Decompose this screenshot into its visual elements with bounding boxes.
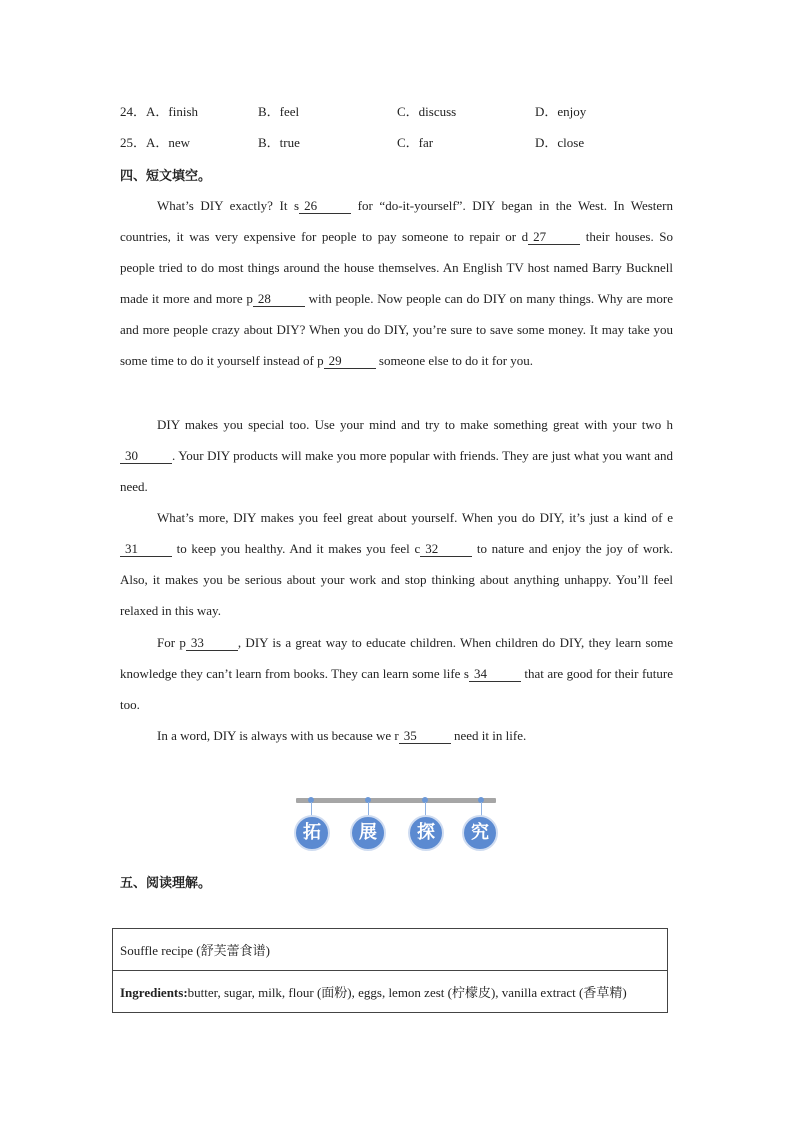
option-a: A．new (146, 135, 191, 150)
passage-text: to nature and enjoy the joy of work. Also, it makes you be serious about your work and stop thinking about anything unhappy. You’ll feel relaxed in this way. (120, 541, 673, 618)
passage-text: someone else to do it for you. (375, 353, 534, 368)
banner-stem (368, 802, 369, 816)
passage-paragraph-1 (120, 190, 673, 376)
banner-char: 究 (462, 815, 498, 851)
question-25-options (120, 133, 680, 153)
ingredients-label: Ingredients: (120, 985, 188, 1000)
option-b: B．feel (258, 104, 300, 119)
blank-29[interactable]: 29 (324, 353, 376, 369)
section-5-title: 五、阅读理解。 (120, 876, 212, 891)
passage-text: What’s DIY exactly? It s (157, 198, 300, 213)
option-b: B．true (258, 135, 300, 150)
banner-stem (481, 802, 482, 816)
question-24-options (120, 102, 680, 122)
section-4-title: 四、短文填空。 (120, 169, 212, 184)
banner-char: 展 (350, 815, 386, 851)
recipe-table (112, 928, 668, 1013)
ingredients-text: butter, sugar, milk, flour (面粉), eggs, lemon zest (柠檬皮), vanilla extract (香草精) (187, 985, 627, 1000)
passage-text: What’s more, DIY makes you feel great about yourself. When you do DIY, it’s just a kind of e (157, 510, 673, 525)
blank-34[interactable]: 34 (469, 666, 521, 682)
passage-text: with people. Now people can do DIY on many things. Why are more and more people crazy about DIY? When you do DIY, you’re sure to save some money. It may take you some time to do it yourself instead of p (120, 291, 673, 368)
blank-27[interactable]: 27 (528, 229, 580, 245)
option-a: A．finish (146, 104, 199, 119)
recipe-ingredients (113, 971, 668, 1013)
banner-stem (311, 802, 312, 816)
passage-text: that are good for their future too. (120, 666, 673, 712)
table-row (113, 971, 668, 1013)
passage-text: , DIY is a great way to educate children. When children do DIY, they learn some knowledge they can’t learn from books. They can learn some life s (120, 635, 673, 681)
banner-char: 拓 (294, 815, 330, 851)
banner-stem (425, 802, 426, 816)
passage-text: In a word, DIY is always with us because we r (157, 728, 399, 743)
passage-text: . Your DIY products will make you more popular with friends. They are just what you want and need. (120, 448, 673, 494)
blank-33[interactable]: 33 (186, 635, 238, 651)
passage-text: their houses. So people tried to do most things around the house themselves. An English TV host named Barry Bucknell made it more and more p (120, 229, 673, 306)
option-c: C．far (397, 135, 434, 150)
extension-banner (292, 796, 502, 856)
passage-text: DIY makes you special too. Use your mind and try to make something great with your two h (157, 417, 673, 432)
banner-bar (296, 798, 496, 803)
passage-paragraph-2 (120, 409, 673, 502)
blank-32[interactable]: 32 (420, 541, 472, 557)
passage-text: For p (157, 635, 186, 650)
passage-paragraph-5 (120, 720, 673, 751)
banner-char: 探 (408, 815, 444, 851)
option-d: D．enjoy (535, 104, 587, 119)
passage-text: need it in life. (450, 728, 527, 743)
blank-30[interactable]: 30 (120, 448, 172, 464)
blank-26[interactable]: 26 (299, 198, 351, 214)
recipe-title: Souffle recipe (舒芙蕾食谱) (113, 929, 668, 971)
passage-paragraph-3 (120, 502, 673, 626)
passage-paragraph-4 (120, 627, 673, 720)
passage-text: for “do-it-yourself”. DIY began in the West. In Western countries, it was very expensive for people to pay someone to repair or d (120, 198, 673, 244)
blank-31[interactable]: 31 (120, 541, 172, 557)
question-number: 25． (120, 135, 147, 150)
passage-text: to keep you healthy. And it makes you feel c (172, 541, 421, 556)
question-number: 24． (120, 104, 147, 119)
option-c: C．discuss (397, 104, 457, 119)
option-d: D．close (535, 135, 585, 150)
blank-28[interactable]: 28 (253, 291, 305, 307)
table-row (113, 929, 668, 971)
blank-35[interactable]: 35 (399, 728, 451, 744)
